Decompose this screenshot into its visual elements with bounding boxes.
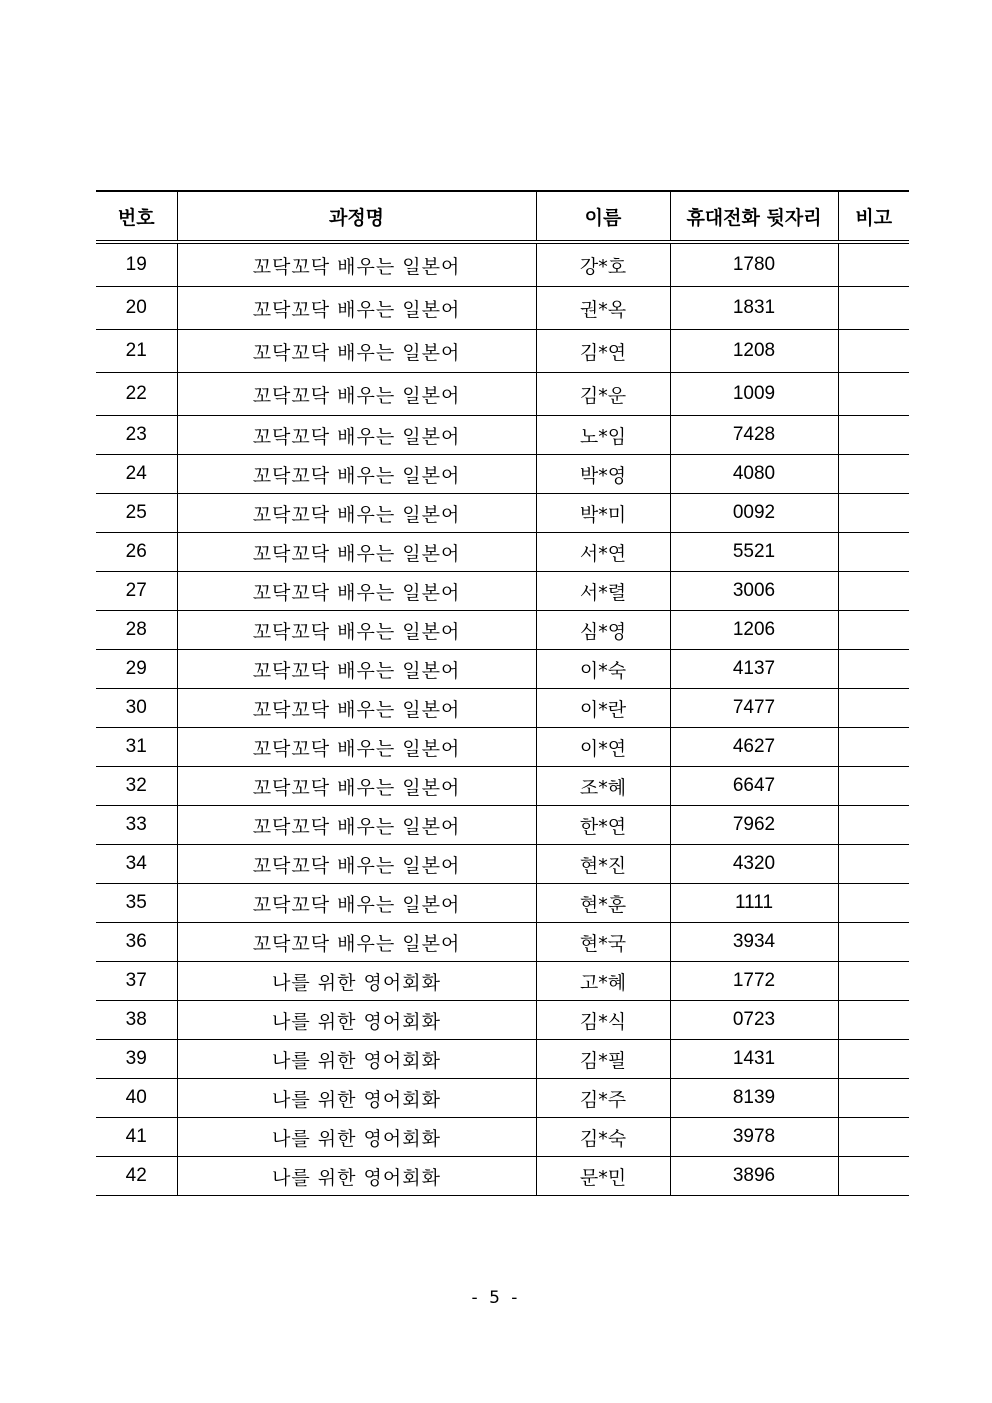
- table-row: [96, 373, 909, 416]
- row-number: 21: [96, 330, 177, 373]
- row-name: 이*란: [536, 689, 670, 728]
- row-course: 나를 위한 영어회화: [177, 1079, 536, 1118]
- row-course: 꼬닥꼬닥 배우는 일본어: [177, 572, 536, 611]
- row-phone: 3006: [670, 572, 838, 611]
- row-phone: 3978: [670, 1118, 838, 1157]
- row-note: [838, 1079, 909, 1118]
- row-name: 현*국: [536, 923, 670, 962]
- row-course: 나를 위한 영어회화: [177, 1157, 536, 1196]
- table-row: [96, 330, 909, 373]
- row-phone: 3896: [670, 1157, 838, 1196]
- row-course: 꼬닥꼬닥 배우는 일본어: [177, 416, 536, 455]
- row-name: 노*임: [536, 416, 670, 455]
- table-row: [96, 806, 909, 845]
- row-name: 박*영: [536, 455, 670, 494]
- table-row: [96, 1001, 909, 1040]
- row-phone: 1111: [670, 884, 838, 923]
- row-phone: 0092: [670, 494, 838, 533]
- row-number: 22: [96, 373, 177, 416]
- row-course: 꼬닥꼬닥 배우는 일본어: [177, 923, 536, 962]
- row-number: 36: [96, 923, 177, 962]
- row-number: 41: [96, 1118, 177, 1157]
- row-phone: 7428: [670, 416, 838, 455]
- row-phone: 5521: [670, 533, 838, 572]
- row-course: 나를 위한 영어회화: [177, 1118, 536, 1157]
- row-note: [838, 689, 909, 728]
- row-course: 꼬닥꼬닥 배우는 일본어: [177, 373, 536, 416]
- header-course: 과정명: [177, 191, 536, 242]
- table-row: [96, 533, 909, 572]
- row-course: 꼬닥꼬닥 배우는 일본어: [177, 611, 536, 650]
- row-note: [838, 1040, 909, 1079]
- table-body: [96, 242, 909, 1196]
- row-name: 김*식: [536, 1001, 670, 1040]
- row-name: 이*숙: [536, 650, 670, 689]
- row-course: 꼬닥꼬닥 배우는 일본어: [177, 650, 536, 689]
- row-note: [838, 494, 909, 533]
- row-phone: 1206: [670, 611, 838, 650]
- row-name: 김*연: [536, 330, 670, 373]
- row-course: 나를 위한 영어회화: [177, 1001, 536, 1040]
- page-number: - 5 -: [471, 1288, 521, 1308]
- row-number: 42: [96, 1157, 177, 1196]
- row-note: [838, 611, 909, 650]
- row-number: 33: [96, 806, 177, 845]
- table-row: [96, 767, 909, 806]
- row-number: 38: [96, 1001, 177, 1040]
- row-number: 25: [96, 494, 177, 533]
- row-phone: 7962: [670, 806, 838, 845]
- row-phone: 8139: [670, 1079, 838, 1118]
- row-course: 꼬닥꼬닥 배우는 일본어: [177, 884, 536, 923]
- table-row: [96, 1157, 909, 1196]
- row-note: [838, 572, 909, 611]
- header-number: 번호: [96, 191, 177, 242]
- row-number: 39: [96, 1040, 177, 1079]
- row-note: [838, 728, 909, 767]
- table-row: [96, 494, 909, 533]
- table-header-row: [96, 191, 909, 242]
- row-course: 꼬닥꼬닥 배우는 일본어: [177, 330, 536, 373]
- row-number: 26: [96, 533, 177, 572]
- table-row: [96, 689, 909, 728]
- row-name: 심*영: [536, 611, 670, 650]
- row-note: [838, 923, 909, 962]
- row-name: 김*필: [536, 1040, 670, 1079]
- participant-table-container: [96, 190, 909, 1196]
- header-phone: 휴대전화 뒷자리: [670, 191, 838, 242]
- row-course: 꼬닥꼬닥 배우는 일본어: [177, 767, 536, 806]
- row-phone: 1831: [670, 287, 838, 330]
- row-number: 37: [96, 962, 177, 1001]
- row-note: [838, 455, 909, 494]
- table-row: [96, 455, 909, 494]
- row-number: 28: [96, 611, 177, 650]
- row-name: 서*연: [536, 533, 670, 572]
- table-row: [96, 962, 909, 1001]
- row-number: 23: [96, 416, 177, 455]
- row-note: [838, 533, 909, 572]
- table-row: [96, 287, 909, 330]
- row-course: 나를 위한 영어회화: [177, 962, 536, 1001]
- row-phone: 0723: [670, 1001, 838, 1040]
- row-phone: 1431: [670, 1040, 838, 1079]
- row-course: 꼬닥꼬닥 배우는 일본어: [177, 287, 536, 330]
- row-course: 꼬닥꼬닥 배우는 일본어: [177, 494, 536, 533]
- row-course: 꼬닥꼬닥 배우는 일본어: [177, 728, 536, 767]
- table-row: [96, 242, 909, 287]
- row-phone: 1009: [670, 373, 838, 416]
- table-row: [96, 572, 909, 611]
- row-name: 권*옥: [536, 287, 670, 330]
- table-row: [96, 728, 909, 767]
- row-note: [838, 1118, 909, 1157]
- table-row: [96, 845, 909, 884]
- row-name: 한*연: [536, 806, 670, 845]
- row-name: 서*렬: [536, 572, 670, 611]
- row-number: 30: [96, 689, 177, 728]
- row-phone: 6647: [670, 767, 838, 806]
- row-note: [838, 767, 909, 806]
- row-phone: 4137: [670, 650, 838, 689]
- row-name: 김*운: [536, 373, 670, 416]
- row-note: [838, 962, 909, 1001]
- row-name: 박*미: [536, 494, 670, 533]
- row-phone: 1208: [670, 330, 838, 373]
- table-row: [96, 923, 909, 962]
- row-course: 꼬닥꼬닥 배우는 일본어: [177, 533, 536, 572]
- row-note: [838, 806, 909, 845]
- row-note: [838, 416, 909, 455]
- row-number: 32: [96, 767, 177, 806]
- table-row: [96, 416, 909, 455]
- table-row: [96, 884, 909, 923]
- table-row: [96, 1079, 909, 1118]
- row-number: 31: [96, 728, 177, 767]
- row-name: 현*훈: [536, 884, 670, 923]
- row-note: [838, 650, 909, 689]
- row-name: 강*호: [536, 242, 670, 287]
- row-phone: 4080: [670, 455, 838, 494]
- table-row: [96, 1118, 909, 1157]
- header-name: 이름: [536, 191, 670, 242]
- row-name: 고*혜: [536, 962, 670, 1001]
- row-course: 나를 위한 영어회화: [177, 1040, 536, 1079]
- row-course: 꼬닥꼬닥 배우는 일본어: [177, 242, 536, 287]
- table-row: [96, 1040, 909, 1079]
- row-note: [838, 1157, 909, 1196]
- header-note: 비고: [838, 191, 909, 242]
- row-name: 김*숙: [536, 1118, 670, 1157]
- row-number: 34: [96, 845, 177, 884]
- row-course: 꼬닥꼬닥 배우는 일본어: [177, 845, 536, 884]
- row-note: [838, 242, 909, 287]
- row-name: 문*민: [536, 1157, 670, 1196]
- table-row: [96, 611, 909, 650]
- row-phone: 1780: [670, 242, 838, 287]
- row-number: 27: [96, 572, 177, 611]
- row-note: [838, 884, 909, 923]
- row-number: 24: [96, 455, 177, 494]
- participant-table: [96, 190, 909, 1196]
- table-row: [96, 650, 909, 689]
- row-note: [838, 845, 909, 884]
- row-note: [838, 373, 909, 416]
- row-course: 꼬닥꼬닥 배우는 일본어: [177, 689, 536, 728]
- row-phone: 7477: [670, 689, 838, 728]
- row-number: 35: [96, 884, 177, 923]
- row-number: 40: [96, 1079, 177, 1118]
- row-name: 현*진: [536, 845, 670, 884]
- row-phone: 3934: [670, 923, 838, 962]
- row-number: 20: [96, 287, 177, 330]
- row-number: 29: [96, 650, 177, 689]
- row-note: [838, 330, 909, 373]
- row-phone: 4320: [670, 845, 838, 884]
- row-number: 19: [96, 242, 177, 287]
- row-name: 이*연: [536, 728, 670, 767]
- row-phone: 1772: [670, 962, 838, 1001]
- row-name: 조*혜: [536, 767, 670, 806]
- row-note: [838, 1001, 909, 1040]
- row-phone: 4627: [670, 728, 838, 767]
- row-note: [838, 287, 909, 330]
- row-course: 꼬닥꼬닥 배우는 일본어: [177, 455, 536, 494]
- row-name: 김*주: [536, 1079, 670, 1118]
- row-course: 꼬닥꼬닥 배우는 일본어: [177, 806, 536, 845]
